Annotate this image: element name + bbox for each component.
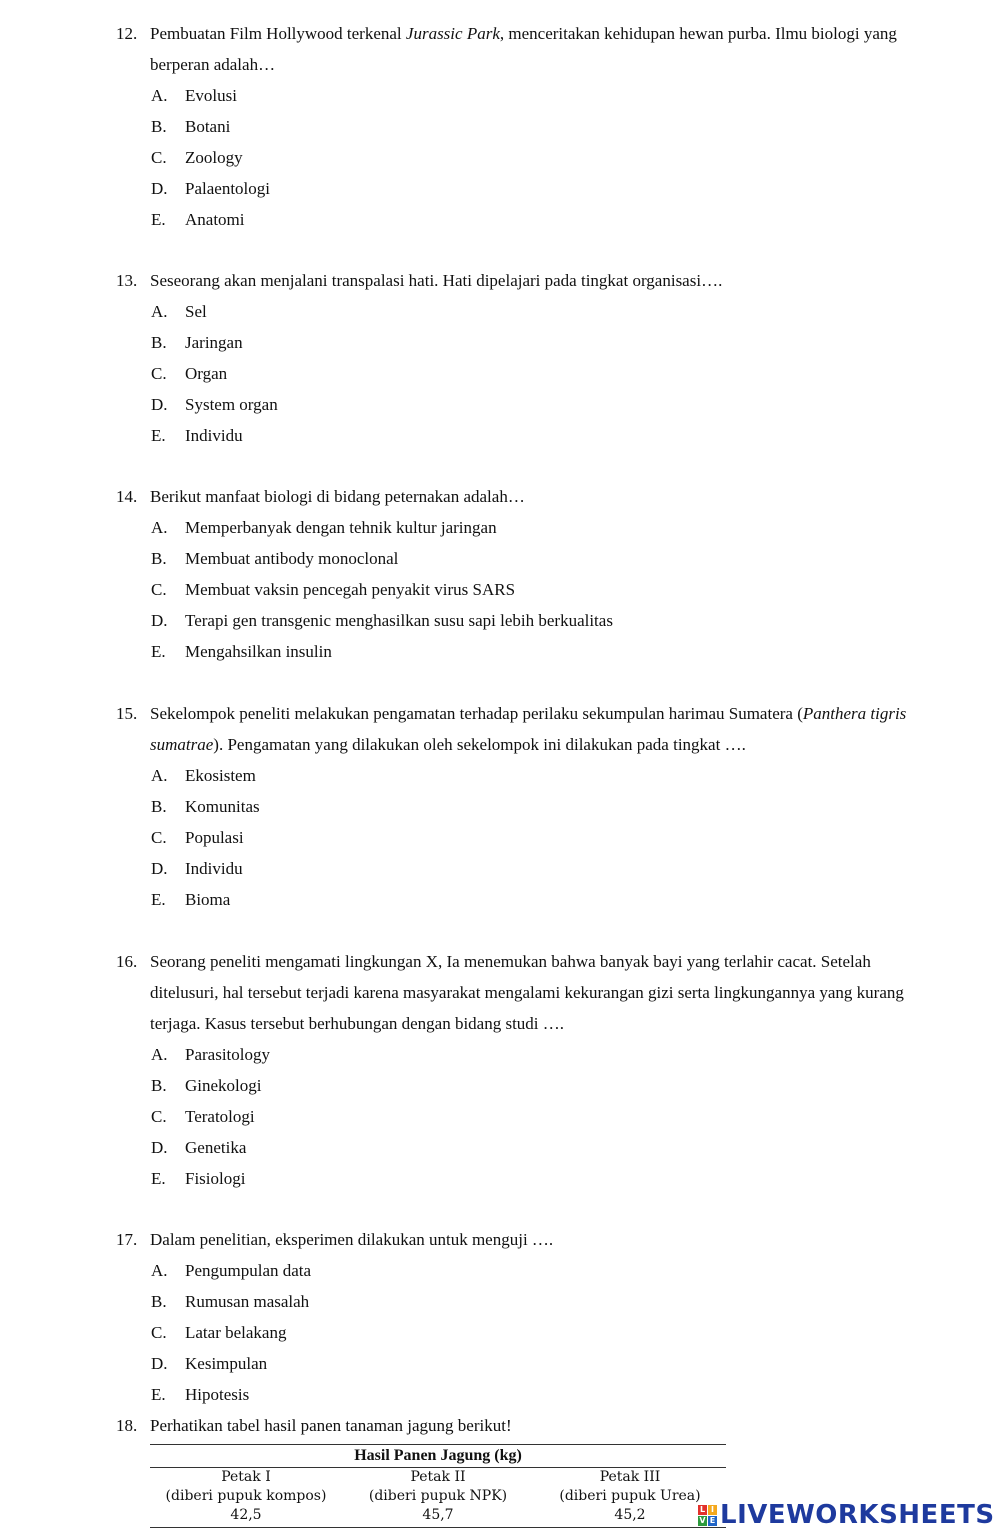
question-stem: 12. Pembuatan Film Hollywood terkenal Jurassic Park, menceritakan kehidupan hewan purba. Ilmu biologi yang berperan adalah… xyxy=(0,18,1000,80)
column-header: Petak II xyxy=(410,1469,466,1485)
column-value: 45,7 xyxy=(422,1507,454,1523)
logo-grid-icon xyxy=(698,1505,717,1526)
option-a[interactable]: A. Parasitology xyxy=(151,1045,270,1064)
column-value: 45,2 xyxy=(614,1507,646,1523)
option-d[interactable]: D. Terapi gen transgenic menghasilkan susu sapi lebih berkualitas xyxy=(151,611,613,630)
column-header: Petak III xyxy=(599,1469,661,1485)
table-columns xyxy=(150,1468,726,1525)
table-title: Hasil Panen Jagung (kg) xyxy=(354,1447,522,1464)
column-note: (diberi pupuk Urea) xyxy=(559,1488,701,1504)
option-d[interactable]: D. Kesimpulan xyxy=(151,1354,268,1373)
option-a[interactable]: A. Evolusi xyxy=(151,86,237,105)
option-c[interactable]: C. Zoology xyxy=(151,148,243,167)
question-number: 12. xyxy=(116,24,138,43)
question-stem: 17. Dalam penelitian, eksperimen dilakukan untuk menguji …. xyxy=(0,1224,1000,1255)
option-e[interactable]: E. Anatomi xyxy=(151,210,245,229)
option-b[interactable]: B. Rumusan masalah xyxy=(151,1292,310,1311)
column-note: (diberi pupuk NPK) xyxy=(368,1488,508,1504)
question-number: 16. xyxy=(116,952,138,971)
table-column xyxy=(150,1468,342,1525)
question-number: 17. xyxy=(116,1230,138,1249)
option-e[interactable]: E. Mengahsilkan insulin xyxy=(151,642,332,661)
option-a[interactable]: A. Memperbanyak dengan tehnik kultur jaringan xyxy=(151,518,497,537)
option-a[interactable]: A. Pengumpulan data xyxy=(151,1261,312,1280)
question-16 xyxy=(0,946,1000,1194)
option-e[interactable]: E. Fisiologi xyxy=(151,1169,246,1188)
question-stem: 16. Seorang peneliti mengamati lingkungan X, Ia menemukan bahwa banyak bayi yang terlahir cacat. Setelah ditelusuri, hal tersebut terjadi karena masyarakat mengalami kekurangan gizi serta lingkungannya yang kurang terjaga. Kasus tersebut berhubungan dengan bidang studi …. xyxy=(0,946,1000,1039)
liveworksheets-logo xyxy=(698,1500,995,1530)
option-b[interactable]: B. Jaringan xyxy=(151,333,243,352)
question-stem: 15. Sekelompok peneliti melakukan pengamatan terhadap perilaku sekumpulan harimau Sumatera (Panthera tigris sumatrae). Pengamatan yang dilakukan oleh sekelompok ini dilakukan pada tingkat …. xyxy=(0,698,1000,760)
option-e[interactable]: E. Bioma xyxy=(151,890,231,909)
option-b[interactable]: B. Ginekologi xyxy=(151,1076,262,1095)
question-12 xyxy=(0,18,1000,235)
question-number: 18. xyxy=(116,1416,138,1435)
logo-wordmark: LIVEWORKSHEETS xyxy=(720,1500,995,1530)
table-rule-bottom xyxy=(150,1527,726,1528)
question-18 xyxy=(0,1410,1000,1441)
column-value: 42,5 xyxy=(230,1507,262,1523)
option-c[interactable]: C. Populasi xyxy=(151,828,244,847)
question-stem: 18. Perhatikan tabel hasil panen tanaman jagung berikut! xyxy=(0,1410,1000,1441)
question-stem: 14. Berikut manfaat biologi di bidang peternakan adalah… xyxy=(0,481,1000,512)
table-column xyxy=(342,1468,534,1525)
option-c[interactable]: C. Organ xyxy=(151,364,228,383)
column-note: (diberi pupuk kompos) xyxy=(165,1488,327,1504)
question-stem: 13. Seseorang akan menjalani transpalasi hati. Hati dipelajari pada tingkat organisasi…. xyxy=(0,265,1000,296)
logo-tile: E xyxy=(709,1515,716,1525)
column-header: Petak I xyxy=(221,1469,271,1485)
question-number: 14. xyxy=(116,487,138,506)
question-number: 13. xyxy=(116,271,138,290)
logo-tile: V xyxy=(699,1515,706,1525)
harvest-table xyxy=(150,1444,726,1528)
option-b[interactable]: B. Botani xyxy=(151,117,231,136)
option-b[interactable]: B. Komunitas xyxy=(151,797,260,816)
option-e[interactable]: E. Individu xyxy=(151,426,243,445)
question-14 xyxy=(0,481,1000,667)
option-a[interactable]: A. Ekosistem xyxy=(151,766,256,785)
question-15 xyxy=(0,698,1000,915)
option-e[interactable]: E. Hipotesis xyxy=(151,1385,250,1404)
logo-tile: L xyxy=(699,1504,706,1514)
option-c[interactable]: C. Membuat vaksin pencegah penyakit virus SARS xyxy=(151,580,516,599)
option-d[interactable]: D. Palaentologi xyxy=(151,179,270,198)
option-d[interactable]: D. System organ xyxy=(151,395,278,414)
option-c[interactable]: C. Teratologi xyxy=(151,1107,255,1126)
question-number: 15. xyxy=(116,704,138,723)
option-a[interactable]: A. Sel xyxy=(151,302,207,321)
option-d[interactable]: D. Individu xyxy=(151,859,243,878)
question-17 xyxy=(0,1224,1000,1410)
logo-tile: I xyxy=(708,1505,717,1515)
option-d[interactable]: D. Genetika xyxy=(151,1138,247,1157)
question-13 xyxy=(0,265,1000,451)
option-b[interactable]: B. Membuat antibody monoclonal xyxy=(151,549,399,568)
option-c[interactable]: C. Latar belakang xyxy=(151,1323,287,1342)
